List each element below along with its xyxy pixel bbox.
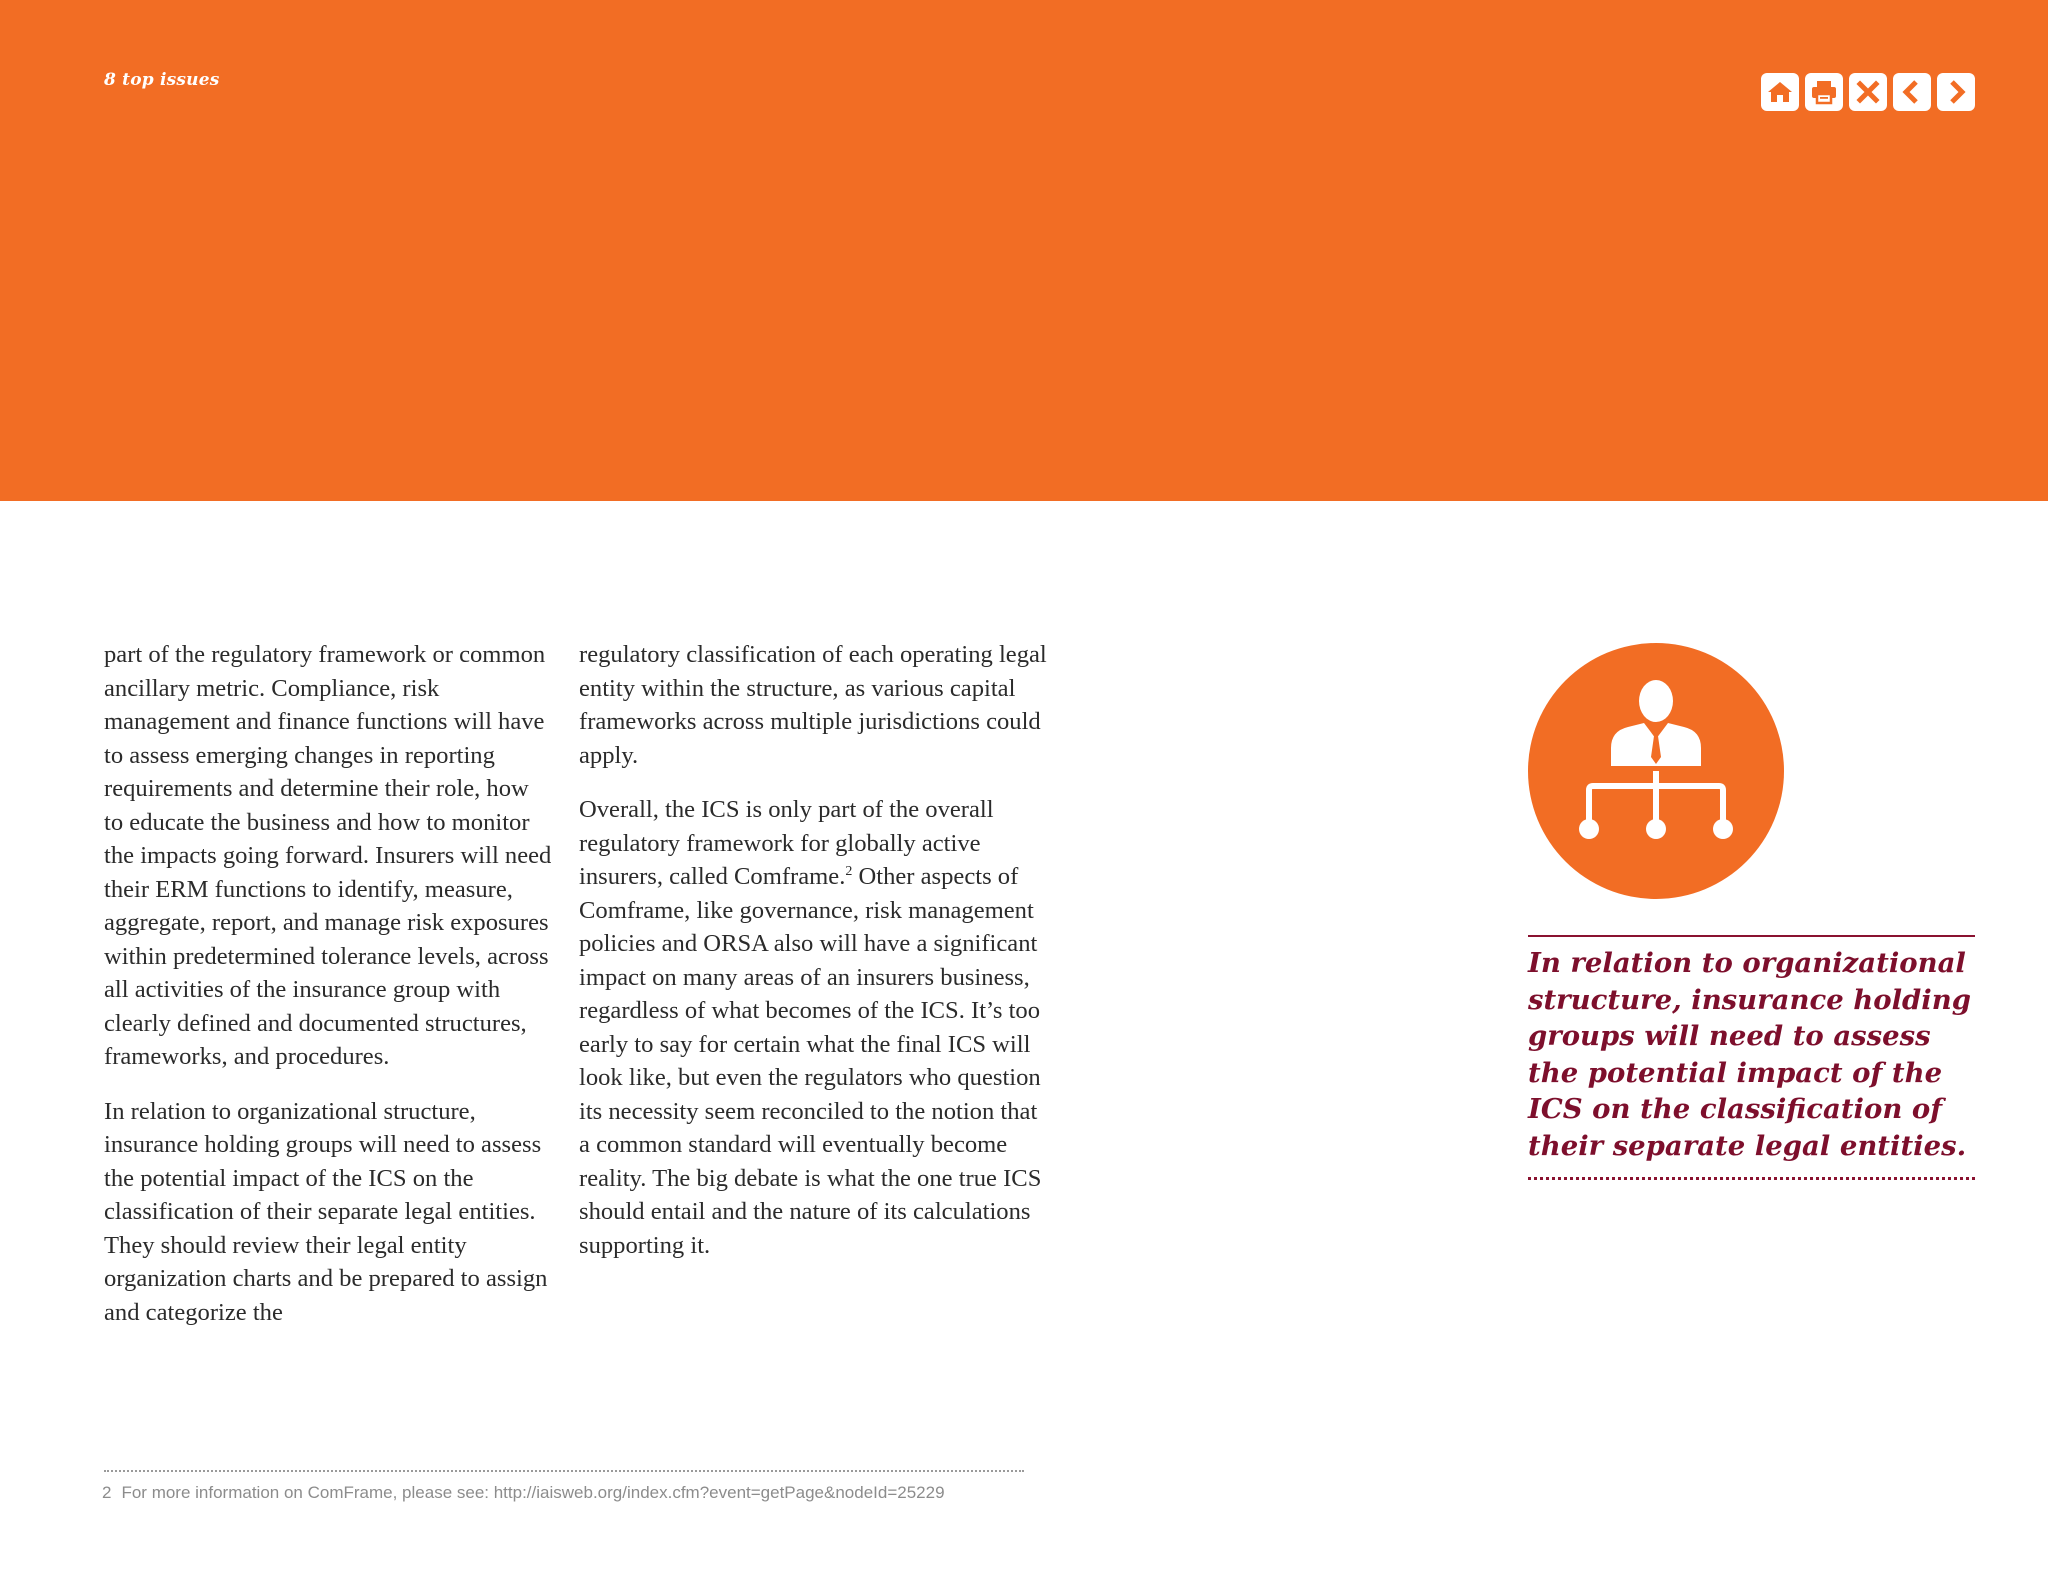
body-paragraph: regulatory classification of each operating legal entity within the structure, as various capital frameworks across multiple jurisdictions could apply. <box>579 641 1047 769</box>
close-icon <box>1853 77 1883 107</box>
print-button[interactable] <box>1805 73 1843 111</box>
header-banner <box>0 0 2048 501</box>
body-column-left <box>104 638 554 1350</box>
body-paragraph: part of the regulatory framework or common ancillary metric. Compliance, risk management and finance functions will have to assess emerging changes in reporting requirements and determine their role, how to educate the business and how to monitor the impacts going forward. Insurers will need their ERM functions to identify, measure, aggregate, report, and manage risk exposures within predetermined tolerance levels, across all activities of the insurance group with clearly defined and documented structures, frameworks, and procedures. <box>104 641 552 1070</box>
chevron-left-icon <box>1897 77 1927 107</box>
body-paragraph <box>579 793 1049 1262</box>
body-text: Other aspects of Comframe, like governance, risk management policies and ORSA also will have a significant impact on many areas of an insurers business, regardless of what becomes of the ICS. It’s too early to say for certain what the final ICS will look like, but even the regulators who question its necessity seem reconciled to the notion that a common standard will eventually become reality. The big debate is what the one true ICS should entail and the nature of its calculations supporting it. <box>579 863 1042 1259</box>
pull-quote: In relation to organizational structure, insurance holding groups will need to assess the potential impact of the ICS on the classification of their separate legal entities. <box>1528 947 1971 1162</box>
print-icon <box>1809 77 1839 107</box>
footnote-number: 2 <box>102 1483 112 1502</box>
document-title: 8 top issues <box>104 70 220 90</box>
org-chart-person-icon <box>1528 643 1784 899</box>
body-paragraph: In relation to organizational structure, insurance holding groups will need to assess the potential impact of the ICS on the classification of their separate legal entities. They should review their legal entity organization charts and be prepared to assign and categorize the <box>104 1097 548 1326</box>
nav-toolbar <box>1761 73 1975 111</box>
footnote-text: For more information on ComFrame, please see: http://iaisweb.org/index.cfm?event=getPage&nodeId=25229 <box>121 1483 945 1502</box>
footnote-divider <box>104 1470 1024 1472</box>
org-chart-badge <box>1528 643 1784 899</box>
quote-bottom-rule <box>1528 1177 1975 1180</box>
home-icon <box>1765 77 1795 107</box>
body-text: Overall, the ICS is only part of the overall regulatory framework for globally active insurers, called Comframe. <box>579 796 994 890</box>
next-page-button[interactable] <box>1937 73 1975 111</box>
previous-page-button[interactable] <box>1893 73 1931 111</box>
quote-top-rule <box>1528 935 1975 937</box>
footnote-reference[interactable]: 2 <box>845 864 853 879</box>
home-button[interactable] <box>1761 73 1799 111</box>
chevron-right-icon <box>1941 77 1971 107</box>
body-column-right <box>579 638 1049 1283</box>
close-button[interactable] <box>1849 73 1887 111</box>
footnote <box>102 1483 945 1503</box>
